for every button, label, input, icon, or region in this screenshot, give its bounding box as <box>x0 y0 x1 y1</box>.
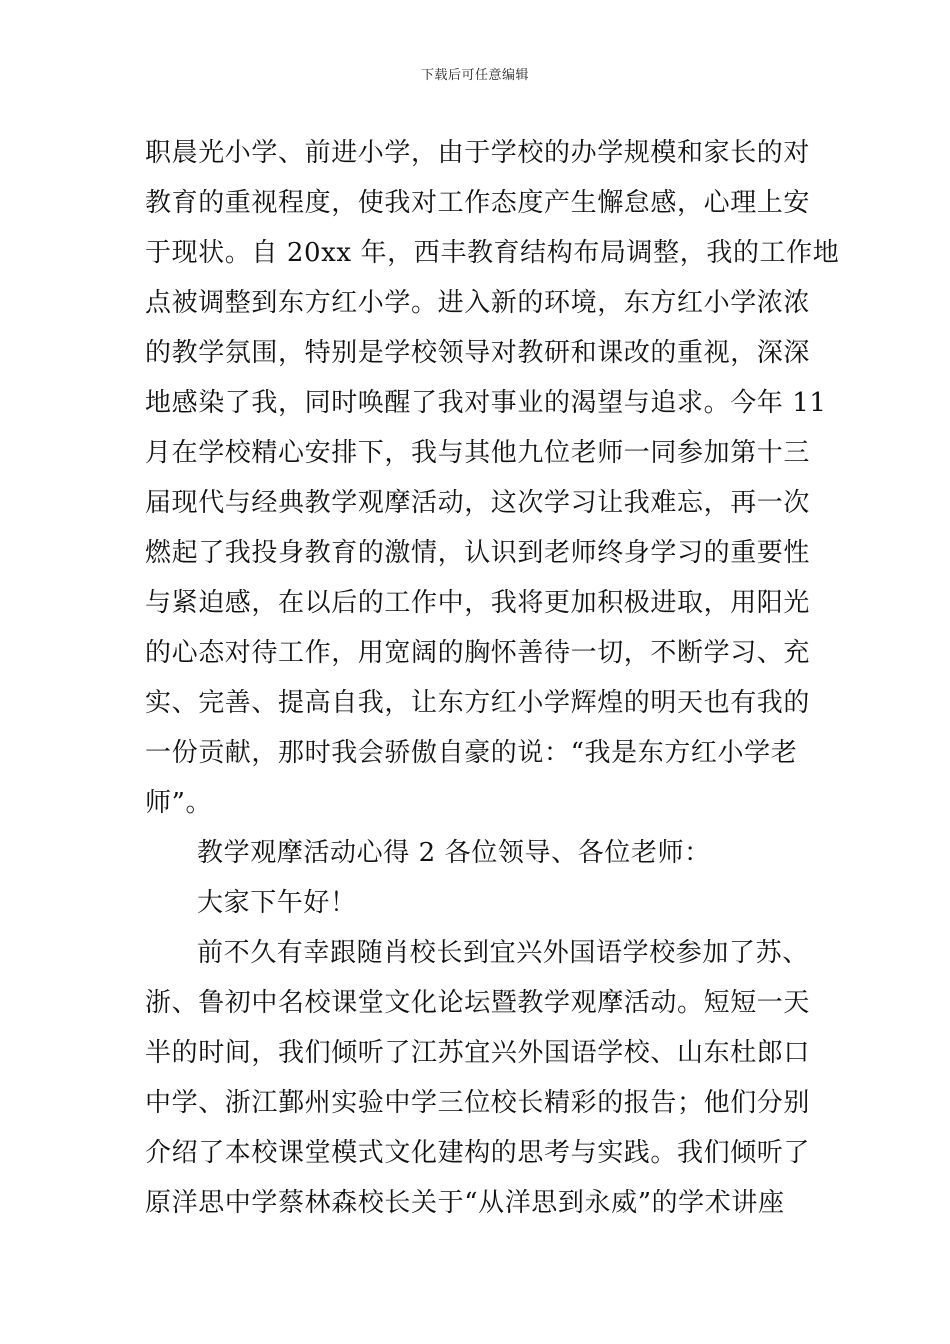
section-heading-line: 教学观摩活动心得 2 各位领导、各位老师： <box>197 838 711 868</box>
text-line: 与紧迫感，在以后的工作中，我将更加积极进取，用阳光 <box>145 588 811 618</box>
text-line: 于现状。自 20xx 年，西丰教育结构布局调整，我的工作地 <box>145 238 840 268</box>
text-line: 介绍了本校课堂模式文化建构的思考与实践。我们倾听了 <box>145 1138 811 1168</box>
text-line: 浙、鲁初中名校课堂文化论坛暨教学观摩活动。短短一天 <box>145 988 811 1018</box>
text-line: 的教学氛围，特别是学校领导对教研和课改的重视，深深 <box>145 338 811 368</box>
text-line: 前不久有幸跟随肖校长到宜兴外国语学校参加了苏、 <box>197 938 809 968</box>
page-header-note: 下载后可任意编辑 <box>420 68 529 83</box>
text-line: 中学、浙江鄞州实验中学三位校长精彩的报告；他们分别 <box>145 1088 811 1118</box>
text-line: 地感染了我，同时唤醒了我对事业的渴望与追求。今年 11 <box>145 388 827 418</box>
text-line: 实、完善、提高自我，让东方红小学辉煌的明天也有我的 <box>145 688 811 718</box>
text-line: 届现代与经典教学观摩活动，这次学习让我难忘，再一次 <box>145 488 811 518</box>
text-line: 原洋思中学蔡林森校长关于“从洋思到永威”的学术讲座 <box>145 1188 785 1218</box>
text-line: 点被调整到东方红小学。进入新的环境，东方红小学浓浓 <box>145 288 811 318</box>
greeting-line: 大家下午好！ <box>197 888 357 918</box>
text-line: 的心态对待工作，用宽阔的胸怀善待一切，不断学习、充 <box>145 638 811 668</box>
text-line: 教育的重视程度，使我对工作态度产生懈怠感，心理上安 <box>145 188 811 218</box>
text-line: 月在学校精心安排下，我与其他九位老师一同参加第十三 <box>145 438 811 468</box>
text-line: 一份贡献，那时我会骄傲自豪的说：“我是东方红小学老 <box>145 738 798 768</box>
document-body <box>145 128 840 1228</box>
text-line: 半的时间，我们倾听了江苏宜兴外国语学校、山东杜郎口 <box>145 1038 811 1068</box>
text-line: 燃起了我投身教育的激情，认识到老师终身学习的重要性 <box>145 538 811 568</box>
text-line: 师”。 <box>145 788 213 818</box>
text-line: 职晨光小学、前进小学，由于学校的办学规模和家长的对 <box>145 138 811 168</box>
